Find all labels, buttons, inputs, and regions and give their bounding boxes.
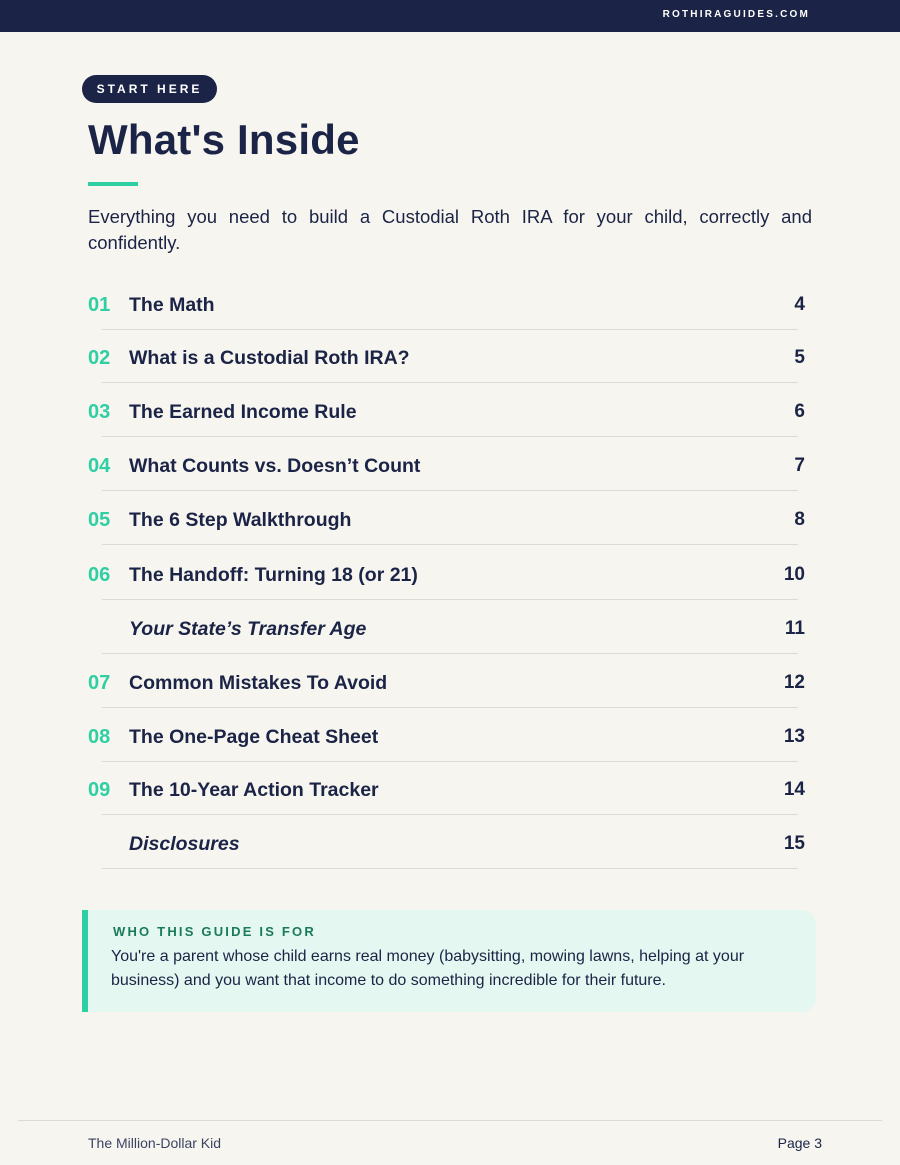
toc-page: 15 [783, 833, 805, 854]
toc-number: 03 [88, 401, 111, 423]
toc-page: 4 [794, 294, 805, 315]
toc-row[interactable] [88, 712, 808, 752]
top-bar [0, 0, 900, 32]
toc-row[interactable] [88, 280, 808, 320]
footer-book-title: The Million-Dollar Kid [88, 1135, 222, 1151]
toc-page: 14 [783, 779, 805, 800]
toc-divider [102, 544, 798, 545]
toc-label: The Handoff: Turning 18 (or 21) [129, 564, 418, 586]
toc-label: What Counts vs. Doesn’t Count [129, 455, 421, 477]
toc-number: 08 [88, 726, 111, 748]
toc-row[interactable] [88, 765, 808, 805]
callout-body: You're a parent whose child earns real money (babysitting, mowing lawns, helping at your business) and you want that income to do something incredible for their future. [111, 948, 745, 989]
toc-row[interactable] [88, 387, 808, 427]
toc-page: 12 [783, 672, 805, 693]
site-url[interactable]: ROTHIRAGUIDES.COM [662, 9, 810, 20]
toc-number: 01 [88, 294, 111, 316]
intro-text: Everything you need to build a Custodial Roth IRA for your child, correctly and confidently. [88, 206, 812, 253]
toc-row[interactable] [88, 658, 808, 698]
toc-label: Your State’s Transfer Age [129, 618, 367, 640]
toc-page: 8 [794, 509, 805, 530]
toc-divider [102, 599, 798, 600]
toc-label: The Math [129, 294, 215, 316]
toc-number: 02 [88, 347, 111, 369]
toc-row[interactable] [88, 495, 808, 535]
toc-page: 10 [783, 564, 805, 585]
toc-divider [102, 761, 798, 762]
toc-subrow[interactable] [88, 819, 808, 859]
footer-page-number: Page 3 [777, 1135, 822, 1151]
toc-row[interactable] [88, 333, 808, 373]
toc-label: The One-Page Cheat Sheet [129, 726, 379, 748]
toc-number: 06 [88, 564, 111, 586]
toc-label: Common Mistakes To Avoid [129, 672, 388, 694]
toc-number: 07 [88, 672, 111, 694]
toc-page: 7 [794, 455, 805, 476]
footer-divider [18, 1120, 882, 1121]
toc-page: 6 [794, 401, 805, 422]
toc-subrow[interactable] [88, 604, 808, 644]
toc-divider [102, 382, 798, 383]
toc-divider [102, 868, 798, 869]
toc-number: 09 [88, 779, 111, 801]
toc-label: What is a Custodial Roth IRA? [129, 347, 410, 369]
toc-divider [102, 329, 798, 330]
toc-row[interactable] [88, 550, 808, 590]
start-here-badge: START HERE [82, 75, 217, 103]
title-accent-divider [88, 182, 138, 186]
toc-page: 11 [784, 618, 805, 639]
toc-number: 05 [88, 509, 111, 531]
toc-page: 13 [783, 726, 805, 747]
toc-label: The 10-Year Action Tracker [129, 779, 379, 801]
toc-label: The Earned Income Rule [129, 401, 357, 423]
toc-divider [102, 490, 798, 491]
toc-divider [102, 436, 798, 437]
toc-number: 04 [88, 455, 111, 477]
toc-divider [102, 814, 798, 815]
toc-divider [102, 707, 798, 708]
toc-page: 5 [794, 347, 805, 368]
audience-callout [82, 910, 816, 1012]
callout-heading: WHO THIS GUIDE IS FOR [113, 924, 316, 939]
toc-label: Disclosures [129, 833, 240, 855]
toc-row[interactable] [88, 441, 808, 481]
toc-label: The 6 Step Walkthrough [129, 509, 352, 531]
toc-divider [102, 653, 798, 654]
page-title: What's Inside [88, 116, 360, 163]
